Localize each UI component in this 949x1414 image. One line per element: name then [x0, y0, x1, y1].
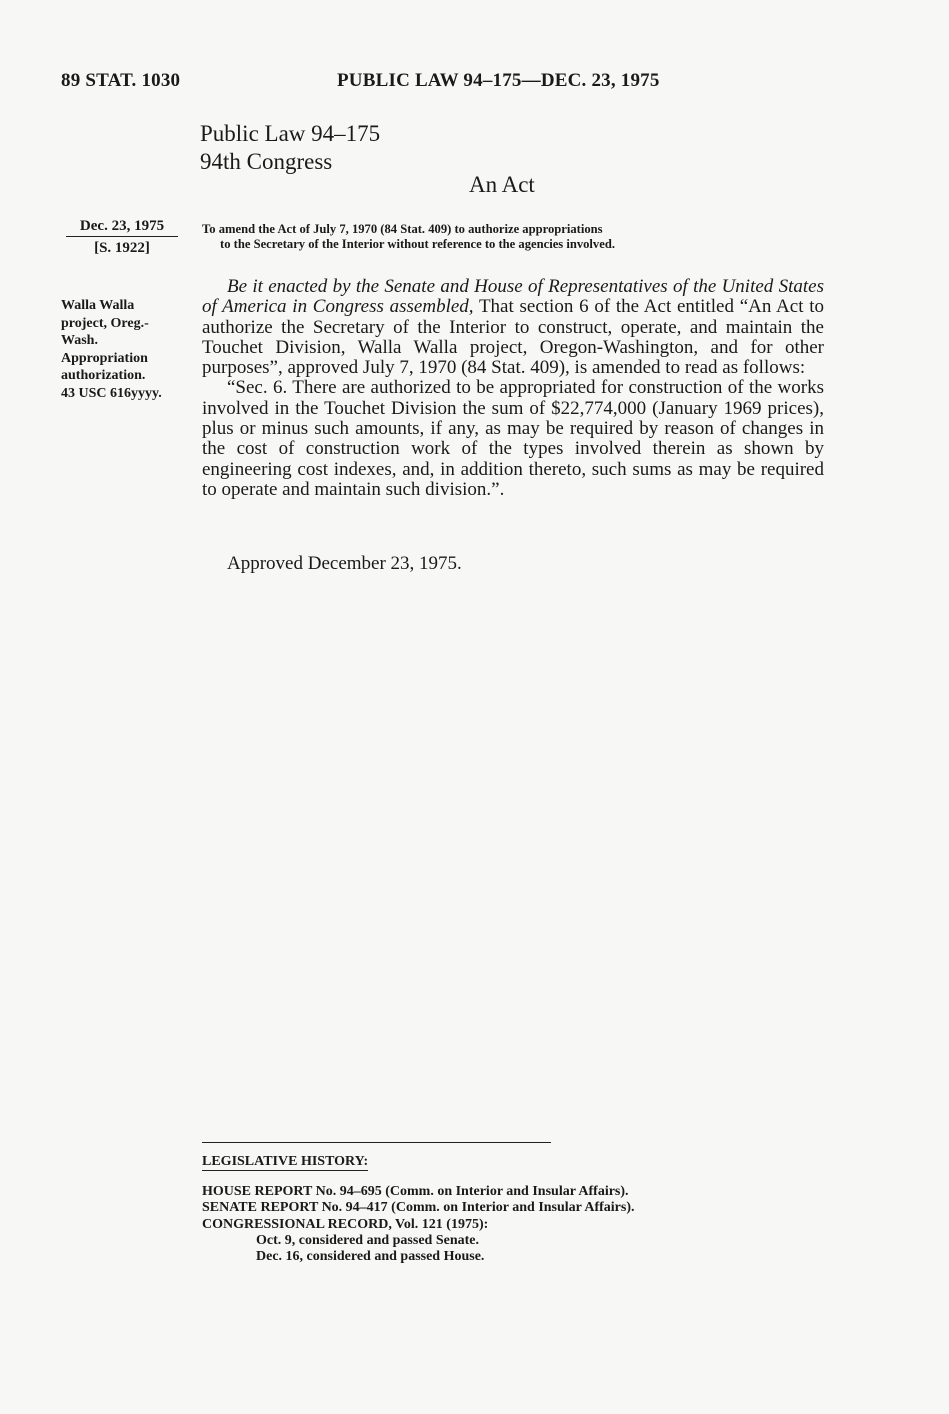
margin-bill-number: [S. 1922] [94, 240, 150, 256]
enacting-paragraph [202, 277, 824, 378]
enacting-clause: Be it enacted by the Senate and House of Representatives of the United States of America in Congress assembled, [202, 276, 824, 318]
act-heading: An Act [469, 172, 535, 197]
legislative-history-heading: LEGISLATIVE HISTORY: [202, 1154, 369, 1169]
approval-date: Approved December 23, 1975. [227, 553, 462, 574]
act-body [202, 277, 824, 500]
margin-date: Dec. 23, 1975 [66, 217, 178, 237]
law-number: Public Law 94–175 [200, 121, 381, 146]
purpose-line-2: to the Secretary of the Interior without reference to the agencies involved. [220, 237, 615, 251]
house-report: HOUSE REPORT No. 94–695 (Comm. on Interior and Insular Affairs). [202, 1184, 629, 1199]
purpose-line-1: To amend the Act of July 7, 1970 (84 Stat. 409) to authorize appropriations [202, 222, 603, 236]
side-note-line: Wash. [61, 333, 98, 349]
stat-page-number: 89 STAT. 1030 [61, 70, 181, 91]
congressional-record: CONGRESSIONAL RECORD, Vol. 121 (1975): [202, 1216, 489, 1232]
margin-side-notes [61, 297, 199, 403]
side-note-line: Appropriation [61, 350, 148, 366]
section-6-paragraph: “Sec. 6. There are authorized to be appropriated for construction of the works involved in the Touchet Division the sum of $22,774,000 (January 1969 prices), plus or minus such amounts, if any, as may be required by reason of changes in the cost of construction work of the types involved therein as shown by engineering cost indexes, and, in addition thereto, such sums as may be required to operate and maintain such division.”. [202, 377, 824, 500]
legislative-action: Oct. 9, considered and passed Senate. [256, 1232, 479, 1248]
side-note-line: project, Oreg.- [61, 315, 149, 331]
senate-report: SENATE REPORT No. 94–417 (Comm. on Interior and Insular Affairs). [202, 1200, 635, 1216]
side-note-line: authorization. [61, 368, 146, 384]
legislative-history-list [202, 1184, 635, 1265]
act-purpose [202, 222, 824, 252]
side-note-line: Walla Walla [61, 298, 135, 313]
congress-number: 94th Congress [200, 149, 333, 174]
section-amendment-text: That section 6 of the Act entitled “An Act to authorize the Secretary of the Interior to construct, operate, and maintain the Touchet Division, Walla Walla project, Oregon-Washington, and for other purposes”, approved July 7, 1970 (84 Stat. 409), is amended to read as follows: [202, 296, 824, 379]
footnote-rule [202, 1142, 551, 1143]
legislative-action: Dec. 16, considered and passed House. [256, 1249, 485, 1265]
running-head: PUBLIC LAW 94–175—DEC. 23, 1975 [337, 70, 660, 91]
side-note-line: 43 USC 616yyyy. [61, 385, 162, 401]
